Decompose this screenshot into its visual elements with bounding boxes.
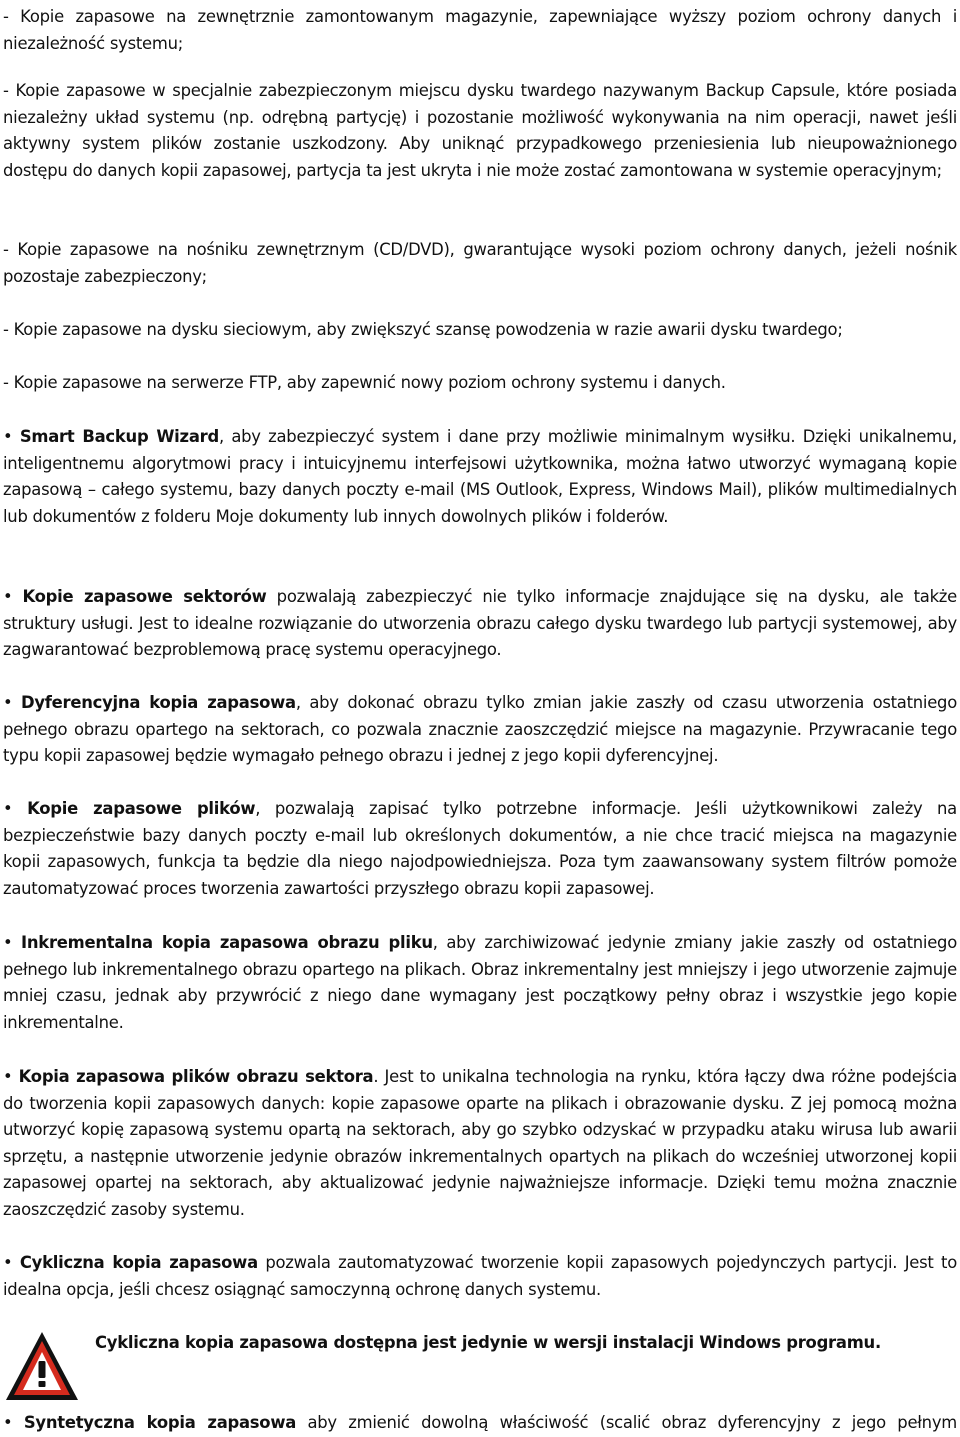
bullet-term: Kopie zapasowe plików — [27, 799, 256, 818]
bullet-marker: • — [3, 933, 22, 952]
bullet-text: , aby dokonać obrazu tylko zmian jakie zaszły od czasu utworzenia ostatniego pełnego obrazu opartego na sektorach, co pozwala znacznie zaoszczędzić miejsce na magazynie. Przywracanie tego typu kopii zapasowej będzie wymagało pełnego obrazu i jednej z jego kopii dyferencyjnej. — [3, 693, 957, 766]
bullet-term: Cykliczna kopia zapasowa — [19, 1253, 258, 1272]
bullet-marker: • — [3, 799, 28, 818]
bullet-sector-backups — [3, 584, 957, 664]
bullet-smart-backup-wizard — [3, 424, 957, 530]
bullet-cyclic-backup — [3, 1250, 957, 1303]
paragraph-ftp — [3, 370, 957, 397]
paragraph-text: - Kopie zapasowe na serwerze FTP, aby zapewnić nowy poziom ochrony systemu i danych. — [3, 373, 726, 392]
paragraph-network-drive — [3, 317, 957, 344]
bullet-marker: • — [3, 427, 20, 446]
paragraph-backup-capsule — [3, 78, 957, 184]
bullet-term: Inkrementalna kopia zapasowa obrazu pliku — [21, 933, 433, 952]
bullet-marker: • — [3, 1067, 19, 1086]
bullet-file-backups — [3, 796, 957, 902]
paragraph-text: - Kopie zapasowe na nośniku zewnętrznym (CD/DVD), gwarantujące wysoki poziom ochrony danych, jeżeli nośnik pozostaje zabezpieczony; — [3, 240, 957, 286]
warning-text: Cykliczna kopia zapasowa dostępna jest jedynie w wersji instalacji Windows programu. — [95, 1333, 881, 1352]
bullet-text: pozwala zautomatyzować tworzenie kopii zapasowych pojedynczych partycji. Jest to idealna opcja, jeśli chcesz osiągnąć samoczynną ochronę danych systemu. — [3, 1253, 957, 1299]
bullet-term: Kopia zapasowa plików obrazu sektora — [18, 1067, 374, 1086]
paragraph-text: - Kopie zapasowe na dysku sieciowym, aby zwiększyć szansę powodzenia w razie awarii dysku twardego; — [3, 320, 843, 339]
bullet-term: Syntetyczna kopia zapasowa — [23, 1413, 297, 1432]
bullet-sector-image-files — [3, 1064, 957, 1224]
bullet-text: aby zmienić dowolną właściwość (scalić obraz dyferencyjny z jego pełnym — [296, 1413, 957, 1432]
bullet-text: , pozwalają zapisać tylko potrzebne informacje. Jeśli użytkownikowi zależy na bezpieczeństwie bazy danych poczty e-mail lub określonych dokumentów, a nie chce tracić miejsca na magazynie kopii zapasowych, funkcja ta będzie dla niego najodpowiedniejsza. Poza tym zaawansowany system filtrów pomoże zautomatyzować proces tworzenia zawartości przyszłego obrazu kopii zapasowej. — [3, 799, 957, 898]
bullet-differential-backup — [3, 690, 957, 770]
paragraph-external-storage — [3, 4, 957, 57]
bullet-term: Smart Backup Wizard — [19, 427, 219, 446]
paragraph-text: - Kopie zapasowe w specjalnie zabezpieczonym miejscu dysku twardego nazywanym Backup Capsule, które posiada niezależny układ systemu (np. odrębną partycję) i pozostanie możliwość wykonywania na nim operacji, nawet jeśli aktywny system plików zostanie uszkodzony. Aby uniknąć przypadkowego przeniesienia lub nieupoważnionego dostępu do danych kopii zapasowej, partycja ta jest ukryta i nie może zostać zamontowana w systemie operacyjnym; — [3, 81, 957, 180]
warning-triangle-icon — [3, 1328, 81, 1406]
bullet-marker: • — [3, 1413, 24, 1432]
bullet-incremental-file-image — [3, 930, 957, 1036]
bullet-term: Dyferencyjna kopia zapasowa — [21, 693, 296, 712]
paragraph-text: - Kopie zapasowe na zewnętrznie zamontowanym magazynie, zapewniające wyższy poziom ochrony danych i niezależność systemu; — [3, 7, 957, 53]
bullet-marker: • — [3, 1253, 20, 1272]
warning-note — [3, 1322, 957, 1412]
bullet-marker: • — [3, 693, 21, 712]
bullet-marker: • — [3, 587, 23, 606]
bullet-text: , aby zarchiwizować jedynie zmiany jakie zaszły od ostatniego pełnego lub inkrementalnego obrazu opartego na plikach. Obraz inkrementalny jest mniejszy i jego utworzenie zajmuje mniej czasu, jednak aby przywrócić z niego dane wymagany jest początkowy pełny obraz i wszystkie jego kopie inkrementalne. — [3, 933, 957, 1032]
bullet-term: Kopie zapasowe sektorów — [22, 587, 267, 606]
bullet-text: pozwalają zabezpieczyć nie tylko informacje znajdujące się na dysku, ale także struktury usługi. Jest to idealne rozwiązanie do utworzenia obrazu całego dysku twardego lub partycji systemowej, aby zagwarantować bezproblemową pracę systemu operacyjnego. — [3, 587, 957, 660]
bullet-text: , aby zabezpieczyć system i dane przy możliwie minimalnym wysiłku. Dzięki unikalnemu, inteligentnemu algorytmowi pracy i intuicyjnemu interfejsowi użytkownika, można łatwo utworzyć wymaganą kopie zapasową – całego systemu, bazy danych poczty e-mail (MS Outlook, Express, Windows Mail), plików multimedialnych lub dokumentów z folderu Moje dokumenty lub innych dowolnych plików i folderów. — [3, 427, 957, 526]
bullet-text: . Jest to unikalna technologia na rynku, która łączy dwa różne podejścia do tworzenia kopii zapasowych danych: kopie zapasowe oparte na plikach i obrazowanie dysku. Z jej pomocą można utworzyć kopię zapasową systemu opartą na sektorach, aby go szybko odzyskać w przypadku ataku wirusa lub awarii sprzętu, a następnie utworzenie jedynie obrazów inkrementalnych opartych na plikach do wcześniej utworzonej kopii zapasowej opartej na sektorach, aby aktualizować jedynie najważniejsze informacje. Dzięki temu można znacznie zaoszczędzić zasoby systemu. — [3, 1067, 957, 1219]
paragraph-cd-dvd — [3, 237, 957, 290]
bullet-synthetic-backup — [3, 1410, 957, 1437]
